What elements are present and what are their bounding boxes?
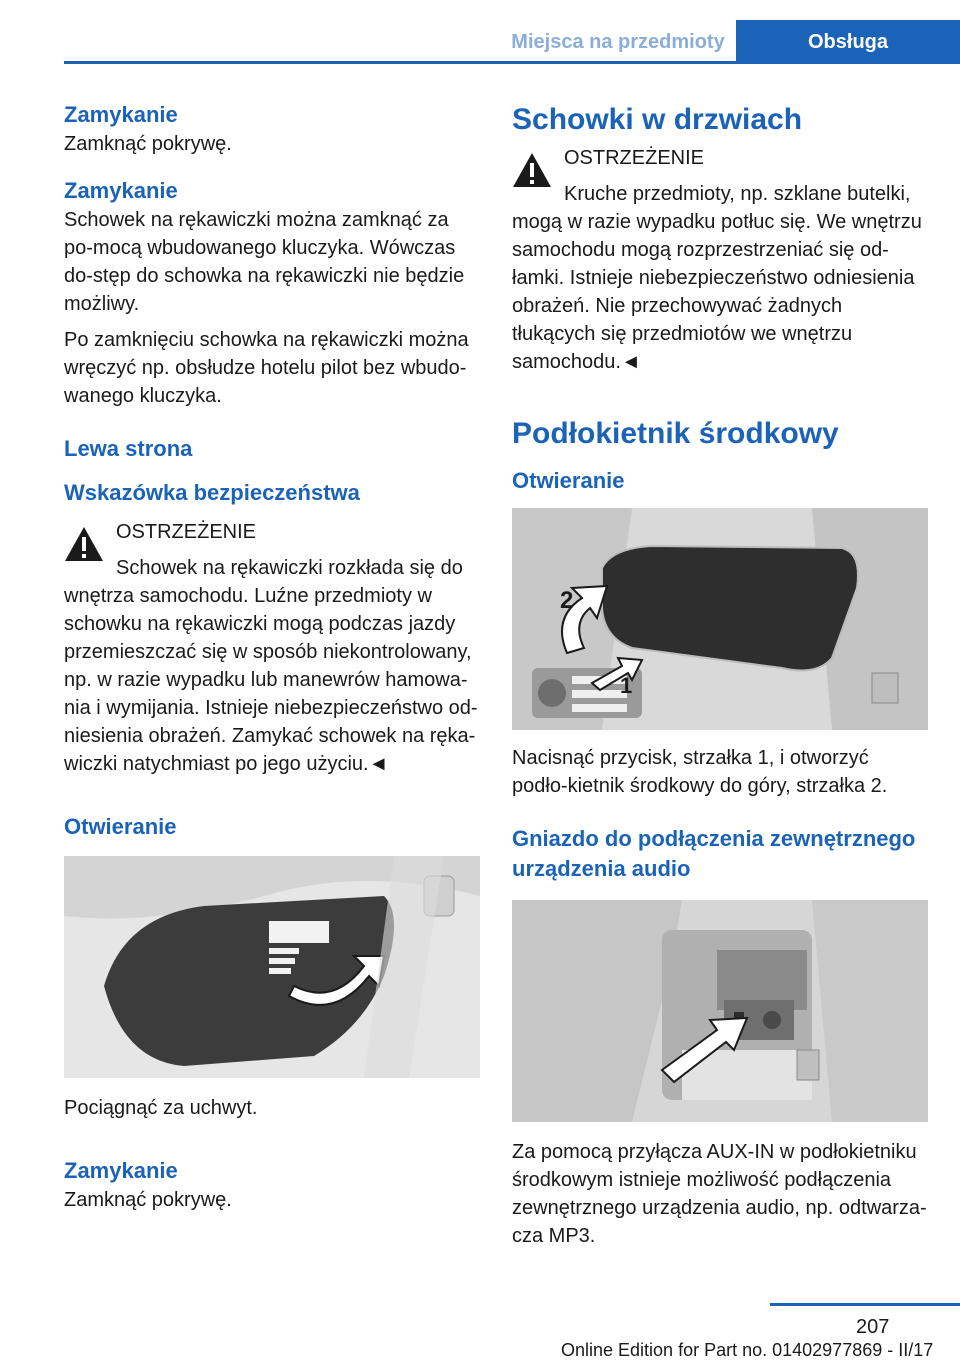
- aux-socket-illustration: [512, 900, 928, 1122]
- header-section-title: Miejsca na przedmioty: [511, 30, 725, 53]
- warning-triangle-icon: [64, 526, 104, 562]
- page-number: 207: [856, 1316, 890, 1338]
- section-title-safety: Wskazówka bezpieczeństwa: [64, 480, 360, 505]
- section-title-closing-key: Zamykanie: [64, 178, 178, 203]
- right-column: [512, 100, 928, 1250]
- section-title-door-pockets: Schowki w drzwiach: [512, 103, 803, 136]
- section-title-closing: Zamykanie: [64, 102, 178, 127]
- closing-lid-text: Zamknąć pokrywę.: [64, 1189, 232, 1211]
- closing-key-paragraph: Schowek na rękawiczki można zamknąć za po-mocą wbudowanego kluczyka. Wówczas do-stęp do schowka na rękawiczki nie będzie możliwy.: [64, 209, 465, 315]
- aux-caption: Za pomocą przyłącza AUX-IN w podłokietniku środkowym istnieje możliwość podłączenia zewnętrznego urządzenia audio, np. odtwarza-cza MP3.: [512, 1141, 927, 1247]
- section-title-opening: Otwieranie: [64, 814, 177, 839]
- section-title-left-side: Lewa strona: [64, 436, 193, 461]
- warning-triangle-icon: [512, 152, 552, 188]
- left-column: [64, 100, 480, 1214]
- valet-paragraph: Po zamknięciu schowka na rękawiczki można wręczyć np. obsłudze hotelu pilot bez wbudo-wanego kluczyka.: [64, 329, 469, 407]
- header-chapter-tab: Obsługa: [736, 20, 960, 64]
- section-title-closing-lid: Zamykanie: [64, 1158, 178, 1183]
- section-title-armrest-opening: Otwieranie: [512, 468, 625, 493]
- warning-block: [64, 518, 480, 778]
- armrest-caption: Nacisnąć przycisk, strzałka 1, i otworzyć podło-kietnik środkowy do góry, strzałka 2.: [512, 747, 888, 797]
- warning-text: mogą w razie wypadku potłuc się. We wnętrzu samochodu mogą rozprzestrzeniać się od-łamki. Istnieje niebezpieczeństwo odniesienia obrażeń. Nie przechowywać żadnych tłukących się przedmiotów we wnętrzu samochodu.◄: [512, 211, 922, 373]
- arrow-1-label: 1: [620, 673, 633, 698]
- opening-caption: Pociągnąć za uchwyt.: [64, 1097, 258, 1119]
- arrow-2-label: 2: [560, 587, 574, 614]
- door-warning-block: [512, 144, 928, 376]
- closing-text: Zamknąć pokrywę.: [64, 133, 232, 155]
- footer-rule: [770, 1303, 960, 1306]
- section-title-armrest: Podłokietnik środkowy: [512, 417, 839, 450]
- edition-footer: Online Edition for Part no. 01402977869 - II/17: [561, 1340, 934, 1360]
- warning-label: OSTRZEŻENIE: [116, 521, 257, 543]
- warning-text: wnętrza samochodu. Luźne przedmioty w schowku na rękawiczki mogą podczas jazdy przemieszczać się w sposób niekontrolowany, np. w razie wypadku lub manewrów hamowa-nia i wymijania. Istnieje niebezpieczeństwo od-niesienia obrażeń. Zamykać schowek na ręka-wiczki natychmiast po jego użyciu.◄: [64, 585, 478, 775]
- section-title-aux: Gniazdo do podłączenia zewnętrznego urządzenia audio: [512, 826, 916, 881]
- glovebox-illustration: [64, 856, 480, 1078]
- warning-first-line: Kruche przedmioty, np. szklane butelki,: [564, 183, 911, 205]
- warning-first-line: Schowek na rękawiczki rozkłada się do: [116, 557, 463, 579]
- armrest-illustration: [512, 508, 928, 730]
- warning-label: OSTRZEŻENIE: [564, 147, 705, 169]
